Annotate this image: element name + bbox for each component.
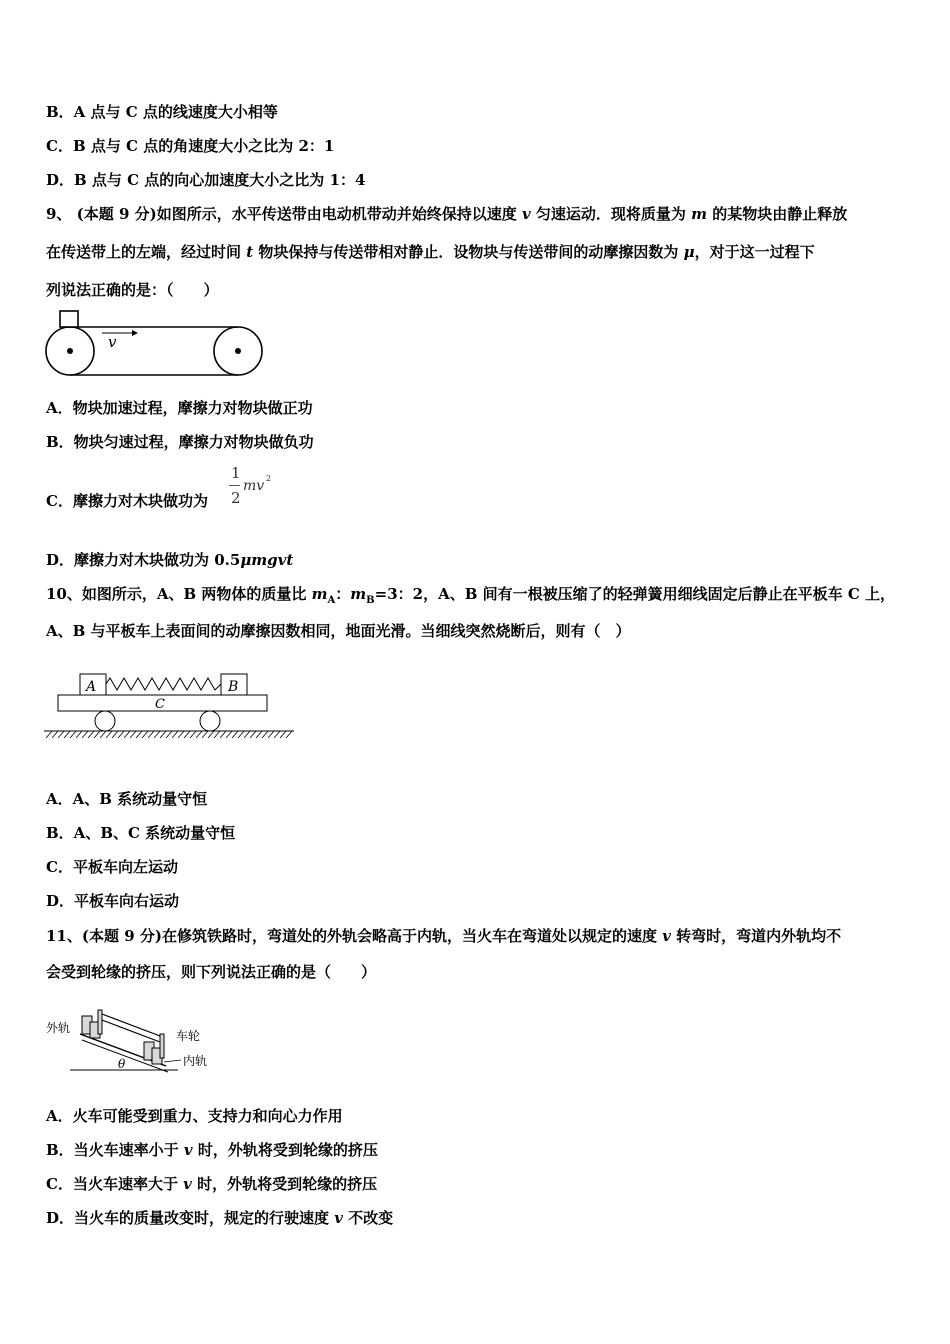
block-a-label: A — [86, 679, 97, 695]
cart-wheel-left — [95, 711, 115, 731]
wheel-label: 车轮 — [176, 1029, 201, 1043]
q11-option-a: A．火车可能受到重力、支持力和向心力作用 — [46, 1107, 343, 1125]
q9-option-d: D．摩擦力对木块做功为 0.5μmgvt — [46, 551, 294, 569]
q9-stem-line2: 在传送带上的左端，经过时间 t 物块保持与传送带相对静止．设物块与传送带间的动摩擦因数为 μ，对于这一过程下 — [46, 243, 815, 261]
q9-stem-line1: 9、 (本题 9 分)如图所示，水平传送带由电动机带动并始终保持以速度 v 匀速运动．现将质量为 m 的某物块由静止释放 — [46, 205, 848, 223]
railway-curve-figure — [44, 1002, 219, 1076]
cart-spring-figure — [42, 670, 297, 742]
q10-option-d: D．平板车向右运动 — [46, 892, 180, 910]
compressed-spring — [106, 678, 221, 690]
q9-option-c: C．摩擦力对木块做功为 — [46, 492, 208, 510]
q8-option-d: D．B 点与 C 点的向心加速度大小之比为 1：4 — [46, 171, 366, 189]
block — [60, 311, 78, 327]
q8-option-c: C．B 点与 C 点的角速度大小之比为 2：1 — [46, 137, 335, 155]
q9-option-a: A．物块加速过程，摩擦力对物块做正功 — [46, 399, 313, 417]
ground-hatching — [46, 731, 292, 738]
kinetic-energy-formula: 1 2 mv 2 — [231, 464, 272, 507]
inner-rail-pointer — [164, 1060, 181, 1062]
inner-rail-label: 内轨 — [183, 1054, 208, 1068]
outer-rail-label: 外轨 — [46, 1021, 71, 1035]
conveyor-belt-figure — [40, 308, 270, 382]
q8-option-b: B．A 点与 C 点的线速度大小相等 — [46, 103, 278, 121]
cart-wheel-right — [200, 711, 220, 731]
q11-stem-line1: 11、(本题 9 分)在修筑铁路时，弯道处的外轨会略高于内轨，当火车在弯道处以规定的速度 v 转弯时，弯道内外轨均不 — [46, 927, 842, 945]
outer-rail-assembly — [82, 1010, 102, 1038]
q10-option-a: A．A、B 系统动量守恒 — [46, 790, 208, 808]
cart-c-label: C — [155, 697, 165, 712]
axle-top — [102, 1014, 160, 1036]
q10-stem-line2: A、B 与平板车上表面间的动摩擦因数相同，地面光滑。当细线突然烧断后，则有（ ） — [46, 622, 631, 640]
q11-stem-line2: 会受到轮缘的挤压，则下列说法正确的是（ ） — [46, 963, 377, 981]
q10-option-c: C．平板车向左运动 — [46, 858, 178, 876]
axle-bottom — [102, 1020, 160, 1042]
q9-option-b: B．物块匀速过程，摩擦力对物块做负功 — [46, 433, 314, 451]
q11-option-c: C．当火车速率大于 v 时，外轨将受到轮缘的挤压 — [46, 1175, 378, 1193]
right-pulley-axle — [235, 348, 241, 354]
q10-stem-line1: 10、如图所示，A、B 两物体的质量比 $m_A$：$m_B=3$：2，A、B 间有一根被压缩了的轻弹簧用细线固定后静止在平板车 C 上， — [46, 585, 895, 606]
inner-rail-assembly — [144, 1034, 164, 1064]
q9-stem-line3: 列说法正确的是：（ ） — [46, 281, 219, 299]
velocity-arrowhead — [132, 330, 138, 336]
q11-option-d: D．当火车的质量改变时，规定的行驶速度 v 不改变 — [46, 1209, 394, 1227]
q10-option-b: B．A、B、C 系统动量守恒 — [46, 824, 236, 842]
fraction-bar — [229, 485, 240, 486]
q11-option-b: B．当火车速率小于 v 时，外轨将受到轮缘的挤压 — [46, 1141, 378, 1159]
block-b-label: B — [228, 679, 239, 695]
left-pulley-axle — [67, 348, 73, 354]
theta-label: θ — [118, 1057, 126, 1071]
velocity-label: v — [108, 333, 117, 351]
